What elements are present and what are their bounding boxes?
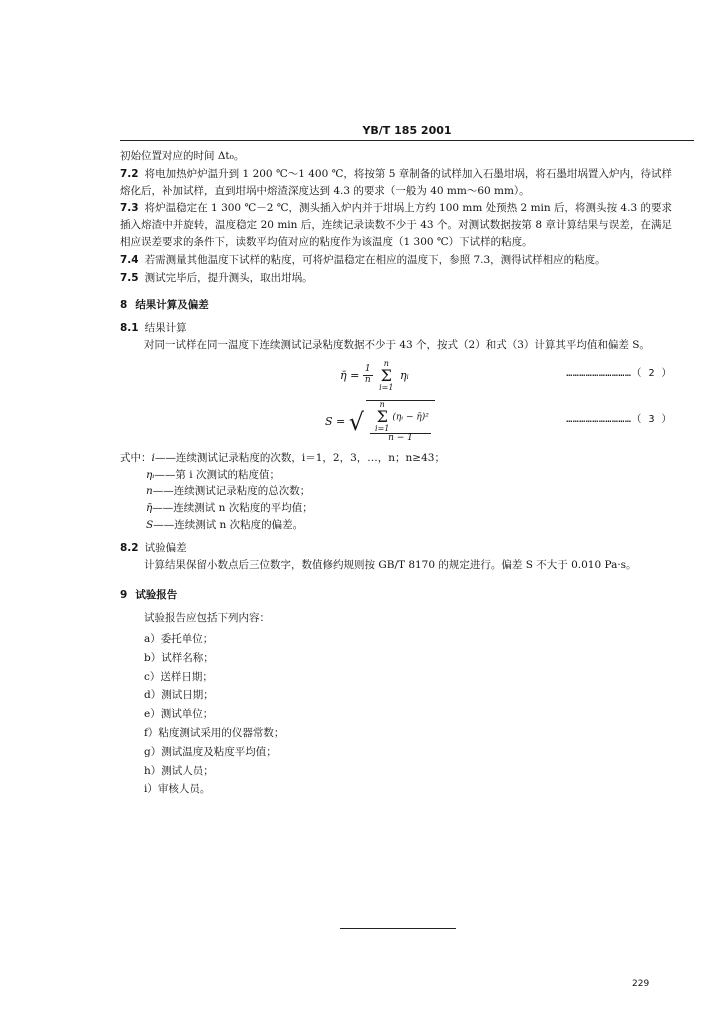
sigma-icon: Σ bbox=[376, 406, 388, 426]
list-item: d）测试日期； bbox=[144, 689, 214, 702]
definition-symbol: n bbox=[146, 485, 153, 498]
definition-symbol: i bbox=[151, 451, 155, 464]
section-title: 试验报告 bbox=[135, 589, 178, 602]
subsection-title: 试验偏差 bbox=[144, 541, 187, 554]
list-item: e）测试单位； bbox=[144, 708, 214, 721]
definition-text: ——第 i 次测试的粘度值； bbox=[154, 468, 280, 481]
end-of-standard-rule bbox=[340, 928, 456, 929]
formula-2-sum-bottom: i=1 bbox=[379, 382, 394, 392]
formula-3-expression bbox=[325, 400, 435, 444]
definition-item bbox=[120, 467, 672, 484]
clause-text: 将炉温稳定在 1 300 ℃－2 ℃，测头插入炉内并于坩埚上方约 100 mm 处预热 2 min 后，将测头按 4.3 的要求插入熔渣中并旋转，温度稳定 20 min 后，连续记录读数不少于 43 个。对测试数据按第 8 章计算结果与误差，在满足相应误差要求的条件下，读数平均值对应的粘度作为该温度（1 300 ℃）下试样的粘度。 bbox=[120, 202, 672, 248]
page-number: 229 bbox=[632, 979, 650, 989]
report-items-list bbox=[120, 631, 672, 798]
formula-3-denominator: n − 1 bbox=[388, 432, 413, 443]
subsection-number: 8.1 bbox=[120, 322, 139, 335]
variable-definitions bbox=[120, 450, 672, 534]
formula-2 bbox=[120, 358, 672, 392]
formula-2-tag: …………………………（ 2 ） bbox=[566, 367, 672, 379]
formula-3-numerator bbox=[370, 401, 431, 434]
definition-text: ——连续测试 n 次粘度的偏差。 bbox=[153, 518, 304, 531]
section-number: 8 bbox=[120, 299, 128, 312]
formula-3-sum-bottom: i=1 bbox=[375, 423, 390, 433]
formula-3-fraction bbox=[370, 401, 431, 444]
list-item: a）委托单位； bbox=[144, 632, 214, 645]
list-item: f）粘度测试采用的仪器常数； bbox=[144, 726, 285, 739]
definition-item bbox=[120, 450, 672, 467]
formula-2-sum bbox=[379, 360, 393, 392]
intro-line: 初始位置对应的时间 Δt₀。 bbox=[120, 150, 245, 162]
section-number: 9 bbox=[120, 589, 128, 602]
formula-3-sum-top: n bbox=[379, 399, 385, 409]
section-9-heading bbox=[120, 587, 672, 604]
formula-3 bbox=[120, 396, 672, 444]
formula-2-denominator: n bbox=[364, 375, 371, 386]
list-item: g）测试温度及粘度平均值； bbox=[144, 745, 277, 758]
definition-text: ——连续测试记录粘度的总次数； bbox=[152, 485, 311, 498]
formula-2-term: ηᵢ bbox=[399, 368, 409, 382]
definition-item bbox=[120, 517, 672, 534]
main-content bbox=[120, 148, 672, 800]
subsection-8-1-heading bbox=[120, 320, 672, 337]
definition-item bbox=[120, 483, 672, 500]
definition-symbol: ηᵢ bbox=[146, 468, 155, 481]
square-root-icon: √ bbox=[348, 407, 365, 436]
definition-symbol: η̄ bbox=[146, 502, 153, 515]
formula-2-expression bbox=[340, 360, 409, 392]
section-8-heading bbox=[120, 297, 672, 314]
list-item: c）送样日期； bbox=[144, 670, 213, 683]
report-intro: 试验报告应包括下列内容： bbox=[144, 612, 270, 625]
definition-text: ——连续测试 n 次粘度的平均值； bbox=[152, 502, 313, 515]
clause-number: 7.2 bbox=[120, 167, 139, 180]
subsection-8-2-heading bbox=[120, 540, 672, 557]
definition-symbol: S bbox=[146, 518, 154, 531]
subsection-number: 8.2 bbox=[120, 541, 139, 554]
clause-number: 7.4 bbox=[120, 253, 139, 266]
list-item: h）测试人员； bbox=[144, 764, 214, 777]
section-title: 结果计算及偏差 bbox=[135, 299, 209, 312]
sigma-icon: Σ bbox=[380, 365, 392, 385]
subsection-title: 结果计算 bbox=[144, 322, 187, 335]
clause-7-4 bbox=[120, 252, 672, 269]
where-label: 式中： bbox=[120, 451, 152, 464]
formula-3-radicand bbox=[366, 400, 435, 444]
formula-2-lhs: η̄ = bbox=[340, 368, 360, 382]
header-rule bbox=[120, 140, 694, 141]
formula-2-numerator: 1 bbox=[363, 365, 373, 376]
formula-3-tag: …………………………（ 3 ） bbox=[566, 413, 672, 425]
paragraph-8-2: 计算结果保留小数点后三位数字，数值修约规则按 GB/T 8170 的规定进行。偏差 S 不大于 0.010 Pa·s。 bbox=[144, 558, 637, 571]
formula-2-fraction bbox=[363, 365, 373, 386]
definition-item bbox=[120, 500, 672, 517]
list-item: b）试样名称； bbox=[144, 651, 214, 664]
list-item: i）审核人员。 bbox=[144, 783, 211, 796]
formula-2-sum-top: n bbox=[383, 358, 389, 368]
clause-7-2 bbox=[120, 166, 672, 200]
clause-text: 将电加热炉炉温升到 1 200 ℃～1 400 ℃，将按第 5 章制备的试样加入石墨坩埚，将石墨坩埚置入炉内，待试样熔化后，补加试样，直到坩埚中熔渣深度达到 4.3 的要求（一般为 40 mm～60 mm）。 bbox=[120, 167, 672, 197]
formula-3-sum bbox=[375, 401, 389, 433]
clause-7-5 bbox=[120, 270, 672, 287]
clause-number: 7.5 bbox=[120, 271, 139, 284]
clause-text: 若需测量其他温度下试样的粘度，可将炉温稳定在相应的温度下，参照 7.3，测得试样相应的粘度。 bbox=[144, 253, 606, 266]
clause-7-3 bbox=[120, 200, 672, 250]
clause-text: 测试完毕后，提升测头，取出坩埚。 bbox=[144, 271, 313, 284]
formula-3-lhs: S = bbox=[325, 414, 346, 428]
standard-code-header: YB/T 185 2001 bbox=[362, 124, 452, 137]
paragraph-8-1: 对同一试样在同一温度下连续测试记录粘度数据不少于 43 个，按式（2）和式（3）计算其平均值和偏差 S。 bbox=[144, 338, 650, 351]
formula-3-term: (ηᵢ − η̄)² bbox=[392, 412, 429, 423]
definition-text: ——连续测试记录粘度的次数，i＝1，2，3，…，n；n≥43； bbox=[154, 451, 445, 464]
clause-number: 7.3 bbox=[120, 202, 139, 215]
